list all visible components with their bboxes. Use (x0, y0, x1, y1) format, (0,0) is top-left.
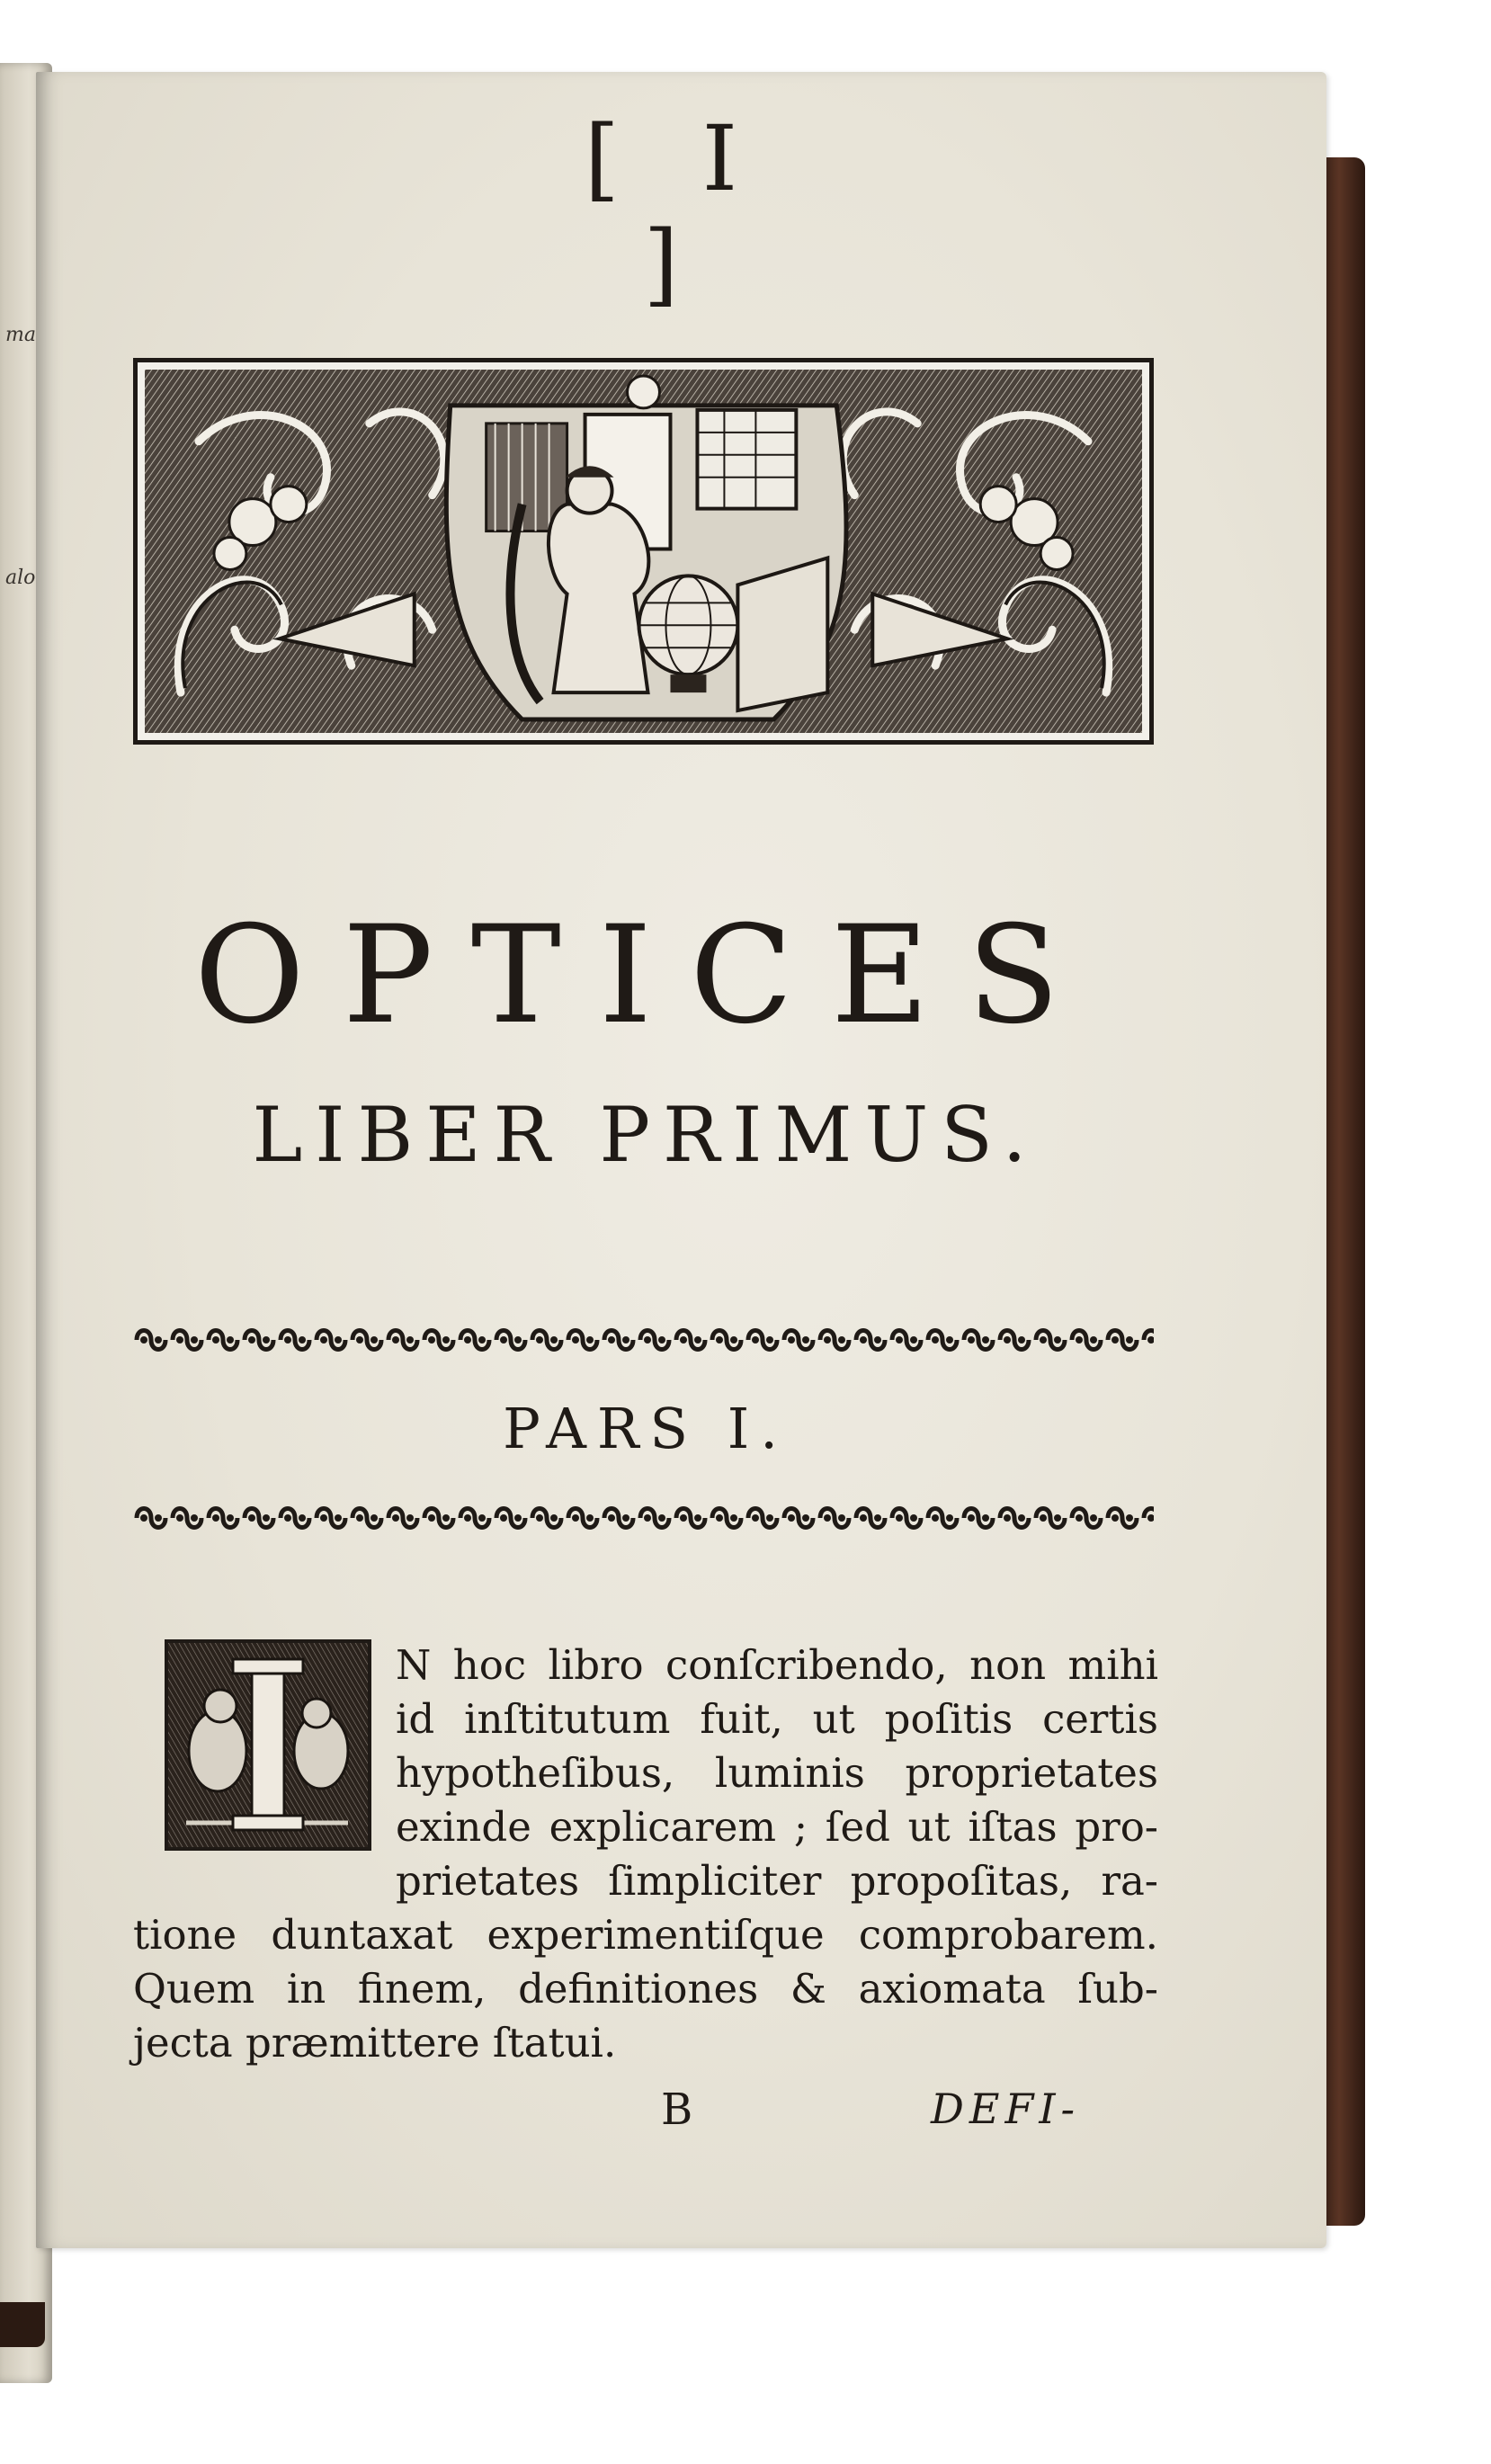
ornament-band-icon (133, 1322, 1154, 1358)
body-line: exinde explicarem ; ſed ut iſtas pro- (396, 1803, 1158, 1851)
headpiece-engraving-icon (145, 370, 1142, 733)
body-line: tione duntaxat experimentiſque comprobarem. (133, 1911, 1158, 1959)
book-subtitle: LIBER PRIMUS. (252, 1091, 1040, 1179)
left-page-fragment: ma (5, 324, 36, 346)
ornament-band-icon (133, 1500, 1154, 1536)
woodcut-initial-icon (168, 1643, 368, 1847)
decorated-initial (165, 1639, 371, 1851)
engraved-headpiece (133, 358, 1154, 745)
ornament-rule-bottom (133, 1500, 1154, 1536)
book-cover-edge (1322, 157, 1365, 2226)
page-number: [ I ] (584, 106, 765, 317)
body-line: hypotheſibus, luminis proprietates (396, 1749, 1158, 1797)
left-page-fragment: alo (5, 567, 36, 589)
body-line: Quem in finem, definitiones & axiomata ſub- (133, 1965, 1158, 2013)
part-heading: PARS I. (503, 1396, 789, 1461)
body-line: N hoc libro conſcribendo, non mihi (396, 1641, 1158, 1689)
body-line: jecta præmittere ſtatui. (133, 2019, 617, 2067)
signature-mark: B (661, 2085, 693, 2135)
left-cover-corner (0, 2302, 45, 2347)
ornament-rule-top (133, 1322, 1154, 1358)
book-title: OPTICES (193, 897, 1098, 1054)
body-line: id inſtitutum fuit, ut poſitis certis (396, 1695, 1158, 1743)
catchword: DEFI- (931, 2085, 1081, 2133)
body-line: prietates ſimpliciter propoſitas, ra- (396, 1857, 1158, 1905)
